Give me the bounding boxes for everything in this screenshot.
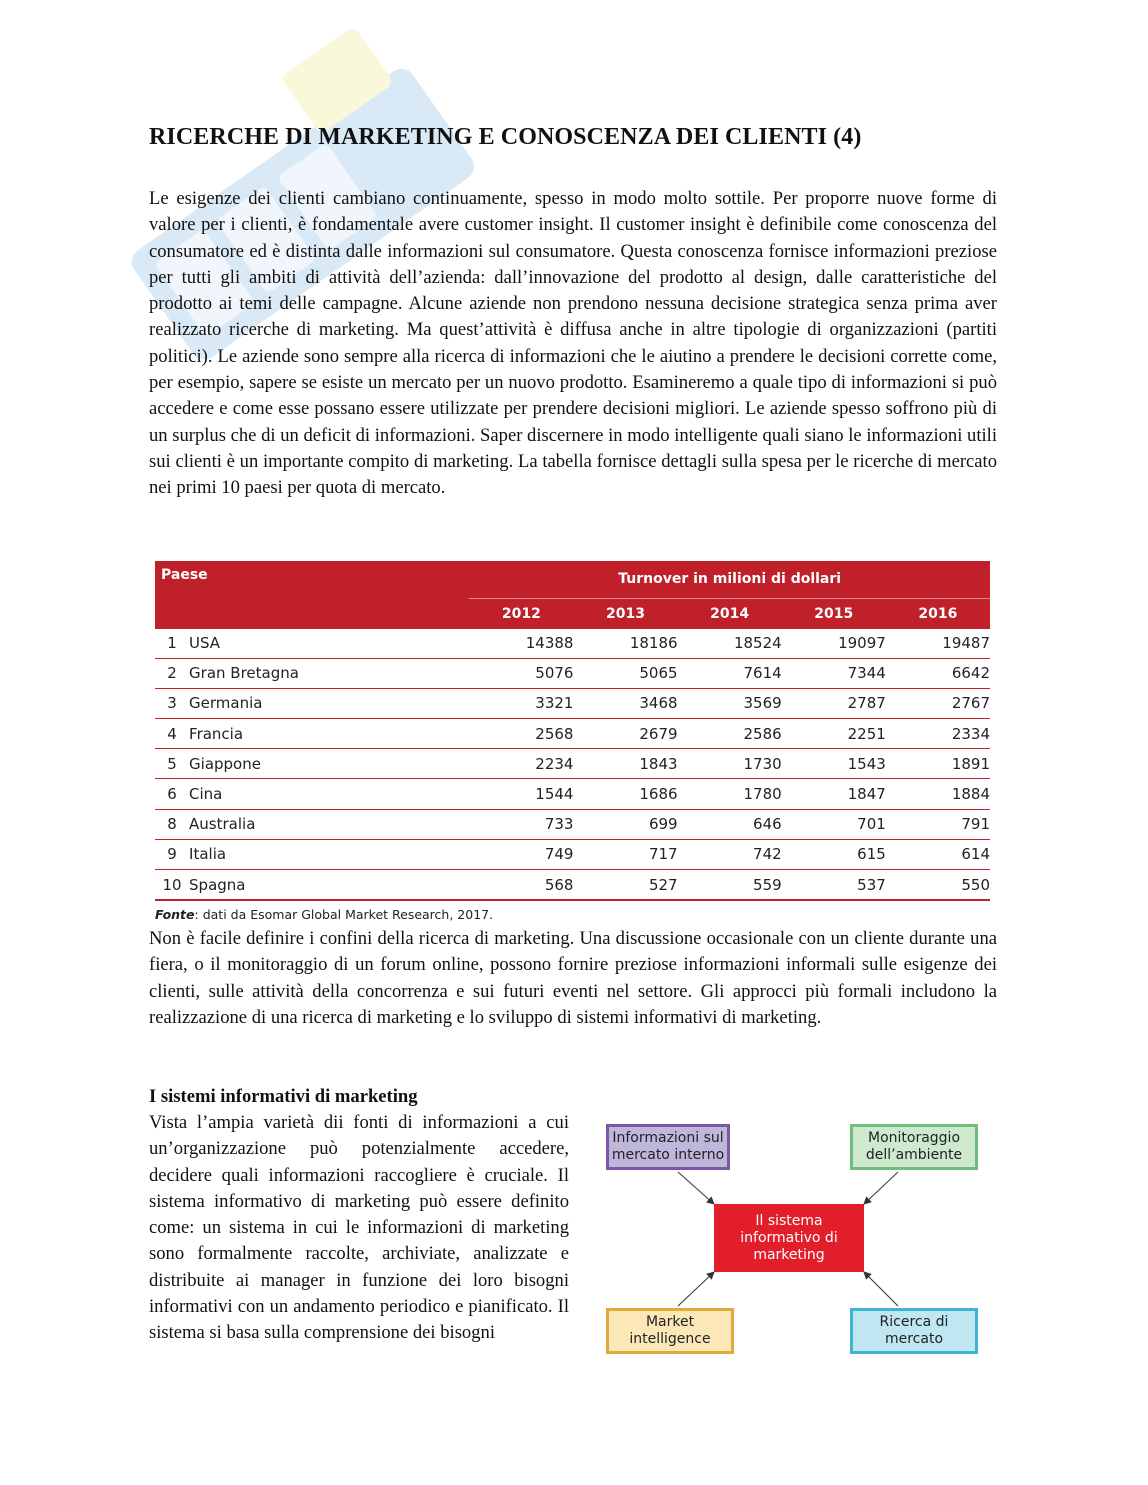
country-cell: Cina xyxy=(189,779,469,809)
value-cell: 5076 xyxy=(469,658,573,688)
value-cell: 699 xyxy=(573,809,677,839)
section-heading: I sistemi informativi di marketing xyxy=(149,1086,418,1107)
value-cell: 7344 xyxy=(782,658,886,688)
value-cell: 3569 xyxy=(678,688,782,718)
value-cell: 18524 xyxy=(678,629,782,659)
value-cell: 5065 xyxy=(573,658,677,688)
country-cell: Italia xyxy=(189,839,469,869)
table-row xyxy=(155,688,990,718)
value-cell: 2568 xyxy=(469,719,573,749)
value-cell: 1843 xyxy=(573,749,677,779)
box-internal-market-info: Informazioni sul mercato interno xyxy=(606,1124,730,1170)
value-cell: 717 xyxy=(573,839,677,869)
value-cell: 6642 xyxy=(886,658,990,688)
value-cell: 701 xyxy=(782,809,886,839)
value-cell: 646 xyxy=(678,809,782,839)
value-cell: 2234 xyxy=(469,749,573,779)
value-cell: 3468 xyxy=(573,688,677,718)
rank-cell: 8 xyxy=(155,809,189,839)
table-row xyxy=(155,779,990,809)
value-cell: 1543 xyxy=(782,749,886,779)
country-cell: USA xyxy=(189,629,469,659)
table-row xyxy=(155,870,990,901)
box-market-research: Ricerca di mercato xyxy=(850,1308,978,1354)
table-source xyxy=(155,907,990,922)
arrow-top-right xyxy=(864,1172,898,1204)
value-cell: 791 xyxy=(886,809,990,839)
rank-cell: 2 xyxy=(155,658,189,688)
header-year: 2014 xyxy=(678,598,782,629)
value-cell: 615 xyxy=(782,839,886,869)
country-cell: Francia xyxy=(189,719,469,749)
value-cell: 2586 xyxy=(678,719,782,749)
value-cell: 2679 xyxy=(573,719,677,749)
table-row xyxy=(155,749,990,779)
value-cell: 19487 xyxy=(886,629,990,659)
value-cell: 614 xyxy=(886,839,990,869)
value-cell: 527 xyxy=(573,870,677,901)
header-year: 2016 xyxy=(886,598,990,629)
value-cell: 2767 xyxy=(886,688,990,718)
value-cell: 1730 xyxy=(678,749,782,779)
value-cell: 3321 xyxy=(469,688,573,718)
page-title: RICERCHE DI MARKETING E CONOSCENZA DEI CLIENTI (4) xyxy=(149,124,862,150)
rank-cell: 1 xyxy=(155,629,189,659)
value-cell: 742 xyxy=(678,839,782,869)
box-marketing-info-system: Il sistema informativo di marketing xyxy=(714,1204,864,1272)
header-turnover: Turnover in milioni di dollari xyxy=(469,561,990,598)
header-year: 2012 xyxy=(469,598,573,629)
header-spacer xyxy=(155,598,469,629)
rank-cell: 10 xyxy=(155,870,189,901)
intro-paragraph: Le esigenze dei clienti cambiano continuamente, spesso in modo molto sottile. Per proporre nuove forme di valore per i clienti, è fondamentale avere customer insight. Il customer insight è definibile come conoscenza del consumatore ed è distinta dalle informazioni sul consumatore. Questa conoscenza fornisce informazioni preziose per tutti gli ambiti di attività dell’azienda: dall’innovazione del prodotto al design, dalle caratteristiche del prodotto ai temi delle campagne. Alcune aziende non prendono nessuna decisione strategica senza prima aver realizzato ricerche di marketing. Ma quest’attività è diffusa anche in altre tipologie di organizzazioni (partiti politici). Le aziende sono sempre alla ricerca di informazioni che le aiutino a prendere le decisioni corrette come, per esempio, sapere se esiste un mercato per un nuovo prodotto. Esamineremo a quale tipo di informazioni si può accedere e come esse possano essere utilizzate per prendere decisioni migliori. Le aziende spesso soffrono più di un surplus che di un deficit di informazioni. Saper discernere in modo intelligente quali siano le informazioni utili sui clienti è un importante compito di marketing. La tabella fornisce dettagli sulla spesa per le ricerche di mercato nei primi 10 paesi per quota di mercato. xyxy=(149,188,997,499)
rank-cell: 5 xyxy=(155,749,189,779)
value-cell: 7614 xyxy=(678,658,782,688)
value-cell: 1686 xyxy=(573,779,677,809)
value-cell: 19097 xyxy=(782,629,886,659)
value-cell: 1884 xyxy=(886,779,990,809)
header-year: 2013 xyxy=(573,598,677,629)
table-row xyxy=(155,809,990,839)
value-cell: 1544 xyxy=(469,779,573,809)
value-cell: 1780 xyxy=(678,779,782,809)
value-cell: 2334 xyxy=(886,719,990,749)
rank-cell: 6 xyxy=(155,779,189,809)
table-row xyxy=(155,719,990,749)
rank-cell: 9 xyxy=(155,839,189,869)
header-country: Paese xyxy=(155,561,469,598)
value-cell: 733 xyxy=(469,809,573,839)
rank-cell: 4 xyxy=(155,719,189,749)
marketing-info-system-diagram xyxy=(598,1118,988,1366)
turnover-table-container xyxy=(155,561,990,922)
value-cell: 2787 xyxy=(782,688,886,718)
arrow-bottom-right xyxy=(864,1272,898,1306)
arrow-bottom-left xyxy=(678,1272,714,1306)
value-cell: 749 xyxy=(469,839,573,869)
table-row xyxy=(155,629,990,659)
value-cell: 568 xyxy=(469,870,573,901)
rank-cell: 3 xyxy=(155,688,189,718)
country-cell: Australia xyxy=(189,809,469,839)
header-year: 2015 xyxy=(782,598,886,629)
value-cell: 559 xyxy=(678,870,782,901)
table-row xyxy=(155,839,990,869)
value-cell: 550 xyxy=(886,870,990,901)
country-cell: Gran Bretagna xyxy=(189,658,469,688)
value-cell: 14388 xyxy=(469,629,573,659)
source-label: Fonte xyxy=(155,907,195,923)
research-paragraph: Non è facile definire i confini della ricerca di marketing. Una discussione occasionale con un cliente durante una fiera, o il monitoraggio di un forum online, possono fornire preziose informazioni informali sulle esigenze dei clienti, sulle attività della concorrenza e sui futuri eventi nel settore. Gli approcci più formali includono la realizzazione di una ricerca di marketing e lo sviluppo di sistemi informativi di marketing. xyxy=(149,928,997,1028)
turnover-table xyxy=(155,561,990,901)
system-paragraph: Vista l’ampia varietà dii fonti di informazioni a cui un’organizzazione può potenzialmente accedere, decidere quali informazioni raccogliere è cruciale. Il sistema informativo di marketing può essere definito come: un sistema in cui le informazioni di marketing sono formalmente raccolte, archiviate, analizzate e distribuite ai manager in funzione dei loro bisogni informativi con un andamento periodico e pianificato. Il sistema si basa sulla comprensione dei bisogni xyxy=(149,1112,569,1344)
box-environment-monitoring: Monitoraggio dell’ambiente xyxy=(850,1124,978,1170)
table-body xyxy=(155,629,990,901)
table-row xyxy=(155,658,990,688)
value-cell: 1891 xyxy=(886,749,990,779)
country-cell: Spagna xyxy=(189,870,469,901)
value-cell: 537 xyxy=(782,870,886,901)
source-text: : dati da Esomar Global Market Research, 2017. xyxy=(194,907,494,923)
arrow-top-left xyxy=(678,1172,714,1204)
country-cell: Germania xyxy=(189,688,469,718)
value-cell: 2251 xyxy=(782,719,886,749)
country-cell: Giappone xyxy=(189,749,469,779)
value-cell: 18186 xyxy=(573,629,677,659)
box-market-intelligence: Market intelligence xyxy=(606,1308,734,1354)
value-cell: 1847 xyxy=(782,779,886,809)
